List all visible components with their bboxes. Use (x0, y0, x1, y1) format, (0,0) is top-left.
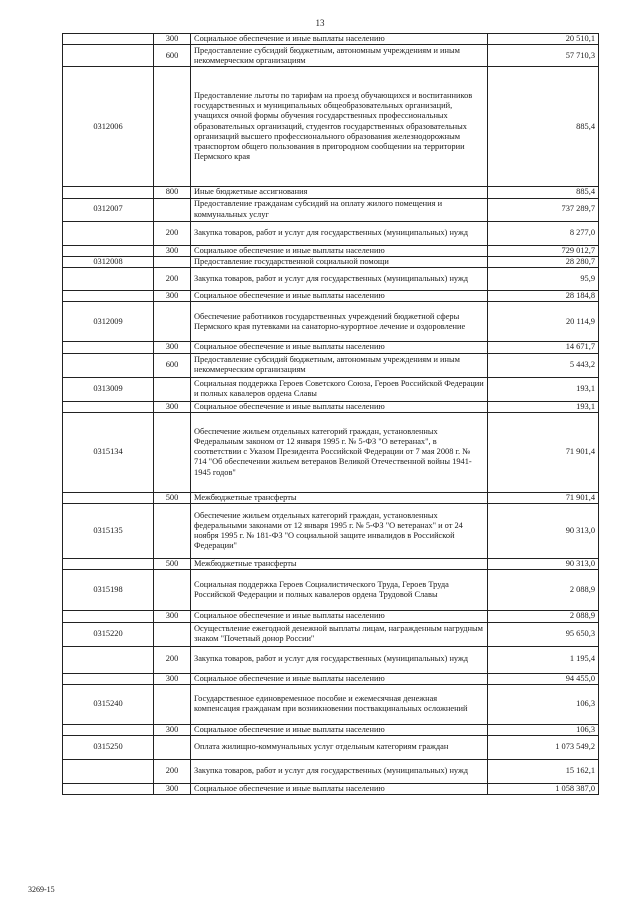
expense-type-code: 500 (154, 559, 191, 570)
item-name: Предоставление субсидий бюджетным, автономным учреждениям и иным некоммерческим организациям (191, 353, 488, 377)
item-name: Социальное обеспечение и иные выплаты населению (191, 784, 488, 795)
target-article-code (63, 401, 154, 412)
target-article-code (63, 492, 154, 503)
amount-value: 94 455,0 (488, 673, 599, 684)
target-article-code: 0312007 (63, 198, 154, 221)
table-row (63, 342, 599, 353)
amount-value: 15 162,1 (488, 760, 599, 784)
expense-type-code: 300 (154, 673, 191, 684)
item-name: Обеспечение жильем отдельных категорий граждан, установленных федеральными законами от 12 января 1995 г. № 5-ФЗ "О ветеранах" и от 24 ноября 1995 г. № 181-ФЗ "О социальной защите инвалидов в Российской Федерации" (191, 504, 488, 559)
expense-type-code: 300 (154, 245, 191, 256)
item-name: Государственное единовременное пособие и ежемесячная денежная компенсация гражданам при возникновении поствакцинальных осложнений (191, 684, 488, 724)
item-name: Оплата жилищно-коммунальных услуг отдельным категориям граждан (191, 736, 488, 760)
item-name: Закупка товаров, работ и услуг для государственных (муниципальных) нужд (191, 760, 488, 784)
amount-value: 2 088,9 (488, 611, 599, 622)
amount-value: 95,9 (488, 268, 599, 291)
item-name: Предоставление льготы по тарифам на проезд обучающихся и воспитанников государственных и муниципальных общеобразовательных организаций, учащихся очной формы обучения государственных профессиональных образовательных организаций, студентов государственных образовательных организаций высшего профессионального образования железнодорожным транспортом общего пользования в пригородном сообщении на территории Пермского края (191, 67, 488, 187)
table-row (63, 760, 599, 784)
target-article-code (63, 646, 154, 673)
item-name: Закупка товаров, работ и услуг для государственных (муниципальных) нужд (191, 268, 488, 291)
amount-value: 14 671,7 (488, 342, 599, 353)
budget-table (62, 33, 599, 795)
table-row (63, 646, 599, 673)
target-article-code (63, 673, 154, 684)
item-name: Обеспечение работников государственных учреждений бюджетной сферы Пермского края путевками на санаторно-курортное лечение и оздоровление (191, 302, 488, 342)
target-article-code (63, 724, 154, 735)
item-name: Социальное обеспечение и иные выплаты населению (191, 34, 488, 45)
amount-value: 729 012,7 (488, 245, 599, 256)
amount-value: 106,3 (488, 684, 599, 724)
amount-value: 95 650,3 (488, 622, 599, 646)
target-article-code (63, 611, 154, 622)
amount-value: 193,1 (488, 377, 599, 401)
expense-type-code: 300 (154, 342, 191, 353)
expense-type-code: 300 (154, 401, 191, 412)
item-name: Закупка товаров, работ и услуг для государственных (муниципальных) нужд (191, 221, 488, 245)
target-article-code (63, 268, 154, 291)
amount-value: 28 184,8 (488, 291, 599, 302)
amount-value: 28 280,7 (488, 256, 599, 267)
target-article-code (63, 559, 154, 570)
target-article-code (63, 291, 154, 302)
target-article-code: 0315134 (63, 412, 154, 492)
item-name: Закупка товаров, работ и услуг для государственных (муниципальных) нужд (191, 646, 488, 673)
target-article-code: 0313009 (63, 377, 154, 401)
amount-value: 8 277,0 (488, 221, 599, 245)
amount-value: 737 289,7 (488, 198, 599, 221)
table-row (63, 684, 599, 724)
page-number: 13 (315, 18, 325, 28)
expense-type-code: 300 (154, 784, 191, 795)
amount-value: 90 313,0 (488, 504, 599, 559)
target-article-code: 0315240 (63, 684, 154, 724)
table-row (63, 673, 599, 684)
table-row (63, 724, 599, 735)
item-name: Социальная поддержка Героев Социалистического Труда, Героев Труда Российской Федерации и полных кавалеров ордена Трудовой Славы (191, 570, 488, 611)
expense-type-code: 200 (154, 646, 191, 673)
item-name: Социальное обеспечение и иные выплаты населению (191, 342, 488, 353)
item-name: Межбюджетные трансферты (191, 559, 488, 570)
expense-type-code (154, 622, 191, 646)
amount-value: 1 073 549,2 (488, 736, 599, 760)
expense-type-code (154, 67, 191, 187)
table-row (63, 45, 599, 67)
table-row (63, 353, 599, 377)
expense-type-code (154, 570, 191, 611)
amount-value: 90 313,0 (488, 559, 599, 570)
target-article-code (63, 45, 154, 67)
item-name: Социальное обеспечение и иные выплаты населению (191, 724, 488, 735)
expense-type-code: 200 (154, 760, 191, 784)
target-article-code: 0315135 (63, 504, 154, 559)
target-article-code (63, 34, 154, 45)
amount-value: 106,3 (488, 724, 599, 735)
table-row (63, 559, 599, 570)
target-article-code: 0315198 (63, 570, 154, 611)
expense-type-code (154, 504, 191, 559)
expense-type-code (154, 736, 191, 760)
target-article-code (63, 187, 154, 198)
expense-type-code: 200 (154, 221, 191, 245)
target-article-code (63, 221, 154, 245)
amount-value: 1 195,4 (488, 646, 599, 673)
table-row (63, 67, 599, 187)
table-row (63, 34, 599, 45)
item-name: Предоставление субсидий бюджетным, автономным учреждениям и иным некоммерческим организациям (191, 45, 488, 67)
expense-type-code: 800 (154, 187, 191, 198)
table-row (63, 622, 599, 646)
table-row (63, 736, 599, 760)
item-name: Предоставление государственной социальной помощи (191, 256, 488, 267)
target-article-code (63, 760, 154, 784)
item-name: Межбюджетные трансферты (191, 492, 488, 503)
amount-value: 5 443,2 (488, 353, 599, 377)
target-article-code: 0312008 (63, 256, 154, 267)
amount-value: 885,4 (488, 187, 599, 198)
table-row (63, 187, 599, 198)
table-row (63, 268, 599, 291)
expense-type-code: 300 (154, 34, 191, 45)
table-row (63, 784, 599, 795)
amount-value: 71 901,4 (488, 412, 599, 492)
item-name: Иные бюджетные ассигнования (191, 187, 488, 198)
target-article-code (63, 342, 154, 353)
item-name: Предоставление гражданам субсидий на оплату жилого помещения и коммунальных услуг (191, 198, 488, 221)
table-row (63, 570, 599, 611)
item-name: Социальное обеспечение и иные выплаты населению (191, 673, 488, 684)
target-article-code (63, 353, 154, 377)
expense-type-code: 300 (154, 291, 191, 302)
table-row (63, 401, 599, 412)
amount-value: 193,1 (488, 401, 599, 412)
target-article-code: 0312006 (63, 67, 154, 187)
expense-type-code: 500 (154, 492, 191, 503)
target-article-code (63, 784, 154, 795)
table-row (63, 412, 599, 492)
expense-type-code (154, 684, 191, 724)
expense-type-code: 300 (154, 724, 191, 735)
item-name: Социальная поддержка Героев Советского Союза, Героев Российской Федерации и полных кавалеров ордена Славы (191, 377, 488, 401)
amount-value: 1 058 387,0 (488, 784, 599, 795)
expense-type-code (154, 256, 191, 267)
table-row (63, 504, 599, 559)
table-row (63, 198, 599, 221)
expense-type-code (154, 198, 191, 221)
expense-type-code (154, 412, 191, 492)
table-row (63, 291, 599, 302)
amount-value: 71 901,4 (488, 492, 599, 503)
item-name: Социальное обеспечение и иные выплаты населению (191, 245, 488, 256)
table-row (63, 611, 599, 622)
item-name: Обеспечение жильем отдельных категорий граждан, установленных Федеральным законом от 12 января 1995 г. № 5-ФЗ "О ветеранах", в соответствии с Указом Президента Российской Федерации от 7 мая 2008 г. № 714 "Об обеспечении жильем ветеранов Великой Отечественной войны 1941-1945 годов" (191, 412, 488, 492)
amount-value: 57 710,3 (488, 45, 599, 67)
target-article-code: 0315220 (63, 622, 154, 646)
table-row (63, 302, 599, 342)
amount-value: 20 114,9 (488, 302, 599, 342)
amount-value: 885,4 (488, 67, 599, 187)
target-article-code: 0312009 (63, 302, 154, 342)
table-row (63, 245, 599, 256)
expense-type-code: 300 (154, 611, 191, 622)
item-name: Социальное обеспечение и иные выплаты населению (191, 291, 488, 302)
table-row (63, 256, 599, 267)
expense-type-code (154, 302, 191, 342)
document-footer-code: 3269-15 (28, 885, 55, 894)
expense-type-code: 200 (154, 268, 191, 291)
budget-table-body (63, 34, 599, 795)
expense-type-code (154, 377, 191, 401)
target-article-code (63, 245, 154, 256)
target-article-code: 0315250 (63, 736, 154, 760)
item-name: Социальное обеспечение и иные выплаты населению (191, 401, 488, 412)
amount-value: 2 088,9 (488, 570, 599, 611)
table-row (63, 221, 599, 245)
amount-value: 20 510,1 (488, 34, 599, 45)
item-name: Осуществление ежегодной денежной выплаты лицам, награжденным нагрудным знаком "Почетный донор России" (191, 622, 488, 646)
table-row (63, 492, 599, 503)
item-name: Социальное обеспечение и иные выплаты населению (191, 611, 488, 622)
expense-type-code: 600 (154, 45, 191, 67)
table-row (63, 377, 599, 401)
expense-type-code: 600 (154, 353, 191, 377)
